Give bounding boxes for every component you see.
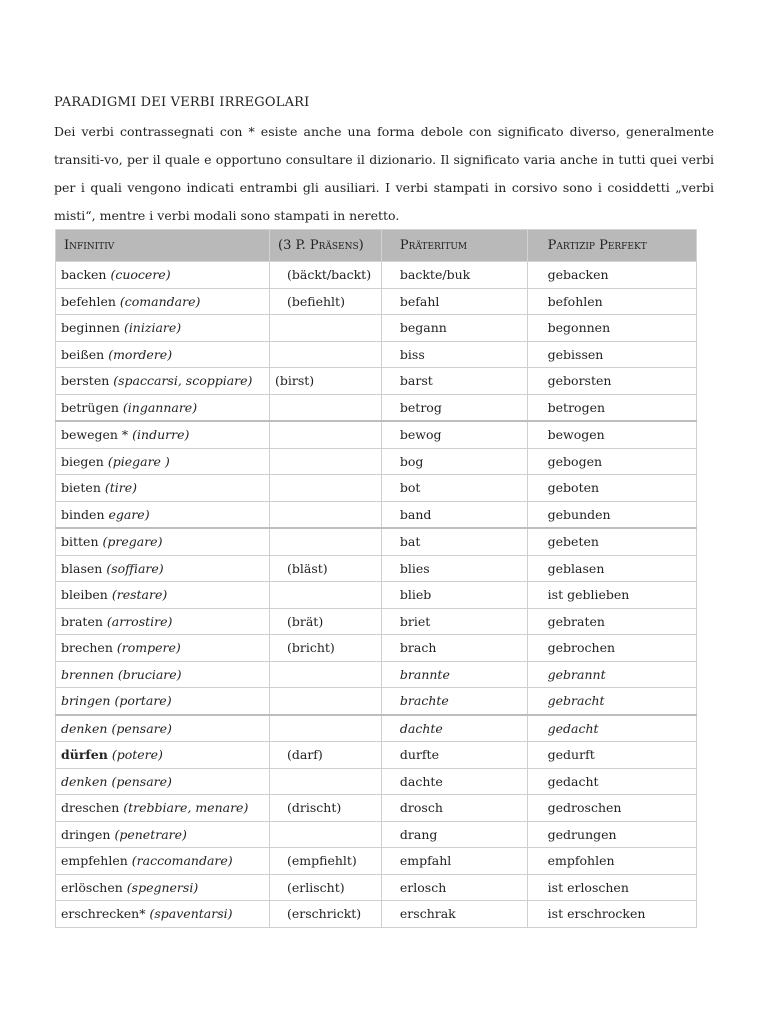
- verb-gloss: (comandare): [119, 293, 201, 309]
- cell-infinitiv: [56, 368, 270, 395]
- verb-gloss: (raccomandare): [131, 853, 233, 869]
- table-row: [56, 715, 697, 742]
- verb-gloss: (piegare ): [107, 453, 170, 469]
- praeteritum-form: briet: [399, 613, 431, 629]
- praesens-form: [275, 400, 287, 415]
- cell-praesens: [270, 848, 382, 875]
- praeteritum-form: drosch: [399, 800, 443, 816]
- cell-partizip: [527, 394, 696, 421]
- cell-partizip: [527, 421, 696, 448]
- verb-infinitive: bleiben: [61, 587, 108, 603]
- cell-praeteritum: [381, 608, 527, 635]
- table-row: [56, 848, 697, 875]
- cell-praeteritum: [381, 448, 527, 475]
- table-row: [56, 688, 697, 715]
- table-row: [56, 394, 697, 421]
- cell-infinitiv: [56, 528, 270, 555]
- cell-praesens: [270, 501, 382, 528]
- cell-praesens: [270, 635, 382, 662]
- verb-gloss: (spegnersi): [126, 879, 199, 895]
- table-row: [56, 608, 697, 635]
- partizip-form: ist geblieben: [547, 587, 630, 603]
- cell-praesens: [270, 475, 382, 502]
- cell-partizip: [527, 582, 696, 609]
- verb-infinitive: erlöschen: [61, 879, 123, 895]
- praesens-form: (birst): [275, 373, 315, 389]
- verb-gloss: (trebbiare, menare): [123, 800, 249, 816]
- cell-infinitiv: [56, 874, 270, 901]
- praeteritum-form: biss: [399, 346, 425, 362]
- cell-praesens: [270, 821, 382, 848]
- cell-infinitiv: [56, 421, 270, 448]
- verb-infinitive: beißen: [61, 346, 105, 362]
- cell-partizip: [527, 742, 696, 769]
- cell-partizip: [527, 901, 696, 928]
- praesens-form: (drischt): [287, 800, 342, 816]
- cell-praesens: [270, 901, 382, 928]
- verb-infinitive: blasen: [61, 560, 103, 576]
- table-row: [56, 288, 697, 315]
- verb-gloss: (restare): [111, 587, 168, 603]
- verb-infinitive: brechen: [61, 640, 113, 656]
- partizip-form: gedacht: [547, 720, 599, 736]
- cell-infinitiv: [56, 341, 270, 368]
- praeteritum-form: erschrak: [399, 906, 456, 922]
- verb-infinitive: binden: [61, 506, 105, 522]
- partizip-form: gebunden: [547, 506, 611, 522]
- verb-infinitive: beginnen: [61, 320, 120, 336]
- praeteritum-form: blieb: [399, 587, 432, 603]
- verb-gloss: (arrostire): [106, 613, 173, 629]
- cell-praeteritum: [381, 555, 527, 582]
- praeteritum-form: brachte: [399, 693, 449, 709]
- praeteritum-form: bot: [399, 480, 421, 496]
- partizip-form: begonnen: [547, 320, 611, 336]
- partizip-form: geboten: [547, 480, 600, 496]
- table-row: [56, 341, 697, 368]
- header-praesens: (3 P. Präsens): [270, 230, 382, 262]
- praeteritum-form: befahl: [399, 293, 440, 309]
- cell-infinitiv: [56, 688, 270, 715]
- cell-praeteritum: [381, 501, 527, 528]
- cell-praeteritum: [381, 768, 527, 795]
- cell-partizip: [527, 368, 696, 395]
- verb-gloss: (soffiare): [106, 560, 164, 576]
- table-row: [56, 742, 697, 769]
- praesens-form: [275, 480, 287, 495]
- partizip-form: empfohlen: [547, 853, 615, 869]
- cell-praesens: [270, 555, 382, 582]
- table-row: [56, 262, 697, 289]
- cell-praesens: [270, 768, 382, 795]
- table-row: [56, 795, 697, 822]
- verb-infinitive: dringen: [61, 826, 111, 842]
- cell-infinitiv: [56, 715, 270, 742]
- verb-gloss: (tire): [104, 480, 138, 496]
- cell-infinitiv: [56, 635, 270, 662]
- cell-praesens: [270, 661, 382, 688]
- praeteritum-form: bog: [399, 453, 424, 469]
- table-row: [56, 528, 697, 555]
- partizip-form: ist erschrocken: [547, 906, 646, 922]
- header-praeteritum: Präteritum: [381, 230, 527, 262]
- cell-praeteritum: [381, 368, 527, 395]
- cell-partizip: [527, 874, 696, 901]
- table-row: [56, 821, 697, 848]
- cell-praeteritum: [381, 715, 527, 742]
- cell-praeteritum: [381, 394, 527, 421]
- cell-infinitiv: [56, 582, 270, 609]
- cell-infinitiv: [56, 288, 270, 315]
- cell-praeteritum: [381, 742, 527, 769]
- verb-gloss: (pensare): [111, 720, 172, 736]
- cell-praesens: [270, 262, 382, 289]
- cell-praeteritum: [381, 874, 527, 901]
- verb-infinitive: bersten: [61, 373, 110, 389]
- cell-praeteritum: [381, 582, 527, 609]
- cell-praeteritum: [381, 635, 527, 662]
- table-row: [56, 501, 697, 528]
- praeteritum-form: barst: [399, 373, 433, 389]
- cell-praesens: [270, 288, 382, 315]
- praesens-form: [275, 774, 287, 789]
- table-row: [56, 661, 697, 688]
- verb-infinitive: backen: [61, 267, 107, 283]
- verb-gloss: (iniziare): [123, 320, 182, 336]
- cell-partizip: [527, 661, 696, 688]
- partizip-form: gebrannt: [547, 666, 606, 682]
- verb-gloss: (spaventarsi): [149, 906, 233, 922]
- verb-infinitive: dreschen: [61, 800, 120, 816]
- partizip-form: ist erloschen: [547, 879, 629, 895]
- table-header-row: [56, 230, 697, 262]
- verb-gloss: egare): [108, 506, 150, 522]
- cell-partizip: [527, 848, 696, 875]
- praeteritum-form: betrog: [399, 399, 442, 415]
- praesens-form: [275, 667, 287, 682]
- praesens-form: (erschrickt): [287, 906, 362, 922]
- verb-gloss: (cuocere): [110, 267, 171, 283]
- cell-infinitiv: [56, 448, 270, 475]
- praeteritum-form: begann: [399, 320, 447, 336]
- verb-infinitive: biegen: [61, 453, 104, 469]
- praeteritum-form: drang: [399, 826, 438, 842]
- cell-praesens: [270, 528, 382, 555]
- praesens-form: (erlischt): [287, 879, 345, 895]
- table-row: [56, 448, 697, 475]
- cell-praesens: [270, 582, 382, 609]
- praesens-form: (bricht): [287, 640, 335, 656]
- praesens-form: [275, 827, 287, 842]
- cell-praeteritum: [381, 475, 527, 502]
- table-body: [56, 262, 697, 928]
- partizip-form: bewogen: [547, 427, 605, 443]
- verb-gloss: (ingannare): [122, 399, 198, 415]
- cell-praesens: [270, 608, 382, 635]
- praeteritum-form: brach: [399, 640, 437, 656]
- cell-praesens: [270, 421, 382, 448]
- cell-infinitiv: [56, 742, 270, 769]
- praeteritum-form: bewog: [399, 427, 442, 443]
- praesens-form: (befiehlt): [287, 293, 345, 309]
- verb-infinitive: braten: [61, 613, 103, 629]
- table-row: [56, 635, 697, 662]
- cell-praesens: [270, 448, 382, 475]
- verb-infinitive: denken: [61, 720, 108, 736]
- praeteritum-form: dachte: [399, 773, 443, 789]
- cell-partizip: [527, 448, 696, 475]
- header-partizip: Partizip Perfekt: [527, 230, 696, 262]
- praesens-form: [275, 427, 287, 442]
- verb-gloss: (bruciare): [117, 666, 182, 682]
- cell-partizip: [527, 341, 696, 368]
- table-row: [56, 315, 697, 342]
- cell-partizip: [527, 768, 696, 795]
- header-infinitiv: Infinitiv: [56, 230, 270, 262]
- cell-partizip: [527, 795, 696, 822]
- verb-infinitive: erschrecken*: [61, 906, 146, 922]
- praesens-form: (bläst): [287, 560, 328, 576]
- cell-praesens: [270, 394, 382, 421]
- cell-praeteritum: [381, 795, 527, 822]
- praesens-form: [275, 534, 287, 549]
- cell-infinitiv: [56, 475, 270, 502]
- verb-gloss: (penetrare): [114, 826, 187, 842]
- table-row: [56, 475, 697, 502]
- praesens-form: (darf): [287, 747, 323, 763]
- page-title: PARADIGMI DEI VERBI IRREGOLARI: [54, 95, 310, 110]
- partizip-form: gebogen: [547, 453, 603, 469]
- verb-infinitive: bitten: [61, 534, 99, 550]
- verb-infinitive: befehlen: [61, 293, 116, 309]
- cell-infinitiv: [56, 394, 270, 421]
- praesens-form: [275, 347, 287, 362]
- praesens-form: (bäckt/backt): [287, 267, 372, 283]
- cell-partizip: [527, 501, 696, 528]
- cell-praeteritum: [381, 901, 527, 928]
- cell-infinitiv: [56, 608, 270, 635]
- praeteritum-form: blies: [399, 560, 430, 576]
- cell-praeteritum: [381, 341, 527, 368]
- verb-gloss: (rompere): [116, 640, 181, 656]
- cell-partizip: [527, 635, 696, 662]
- partizip-form: geblasen: [547, 560, 605, 576]
- praesens-form: [275, 693, 287, 708]
- cell-infinitiv: [56, 501, 270, 528]
- cell-infinitiv: [56, 901, 270, 928]
- cell-infinitiv: [56, 821, 270, 848]
- intro-paragraph: Dei verbi contrassegnati con * esiste anche una forma debole con significato diverso, generalmente transiti-vo, per il quale e opportuno consultare il dizionario. Il significato varia anche in tutti quei verbi per i quali vengono indicati entrambi gli ausiliari. I verbi stampati in corsivo sono i cosiddetti „verbi misti“, mentre i verbi modali sono stampati in neretto.: [54, 124, 714, 223]
- praeteritum-form: erlosch: [399, 879, 447, 895]
- verb-infinitive: bewegen *: [61, 427, 129, 443]
- verb-infinitive: bringen: [61, 693, 111, 709]
- cell-partizip: [527, 821, 696, 848]
- cell-praeteritum: [381, 528, 527, 555]
- cell-partizip: [527, 528, 696, 555]
- verb-gloss: (pregare): [102, 534, 163, 550]
- praeteritum-form: empfahl: [399, 853, 452, 869]
- praesens-form: [275, 721, 287, 736]
- cell-infinitiv: [56, 262, 270, 289]
- cell-praeteritum: [381, 315, 527, 342]
- cell-partizip: [527, 608, 696, 635]
- cell-infinitiv: [56, 555, 270, 582]
- partizip-form: gebeten: [547, 534, 599, 550]
- cell-praeteritum: [381, 688, 527, 715]
- praeteritum-form: durfte: [399, 747, 439, 763]
- cell-praeteritum: [381, 848, 527, 875]
- cell-praesens: [270, 368, 382, 395]
- cell-praesens: [270, 742, 382, 769]
- cell-praesens: [270, 688, 382, 715]
- verbs-table: [55, 229, 697, 928]
- partizip-form: gedacht: [547, 773, 599, 789]
- verb-infinitive: brennen: [61, 666, 114, 682]
- cell-praeteritum: [381, 262, 527, 289]
- partizip-form: betrogen: [547, 399, 606, 415]
- cell-praeteritum: [381, 288, 527, 315]
- verb-infinitive: dürfen: [61, 747, 108, 763]
- table-row: [56, 768, 697, 795]
- partizip-form: gebissen: [547, 346, 604, 362]
- verb-gloss: (indurre): [132, 427, 190, 443]
- cell-partizip: [527, 555, 696, 582]
- verb-infinitive: denken: [61, 773, 108, 789]
- cell-praesens: [270, 715, 382, 742]
- verb-gloss: (pensare): [111, 773, 172, 789]
- cell-infinitiv: [56, 768, 270, 795]
- partizip-form: gebrochen: [547, 640, 616, 656]
- table-row: [56, 582, 697, 609]
- cell-praeteritum: [381, 821, 527, 848]
- praesens-form: [275, 587, 287, 602]
- praesens-form: [275, 320, 287, 335]
- partizip-form: befohlen: [547, 293, 603, 309]
- praeteritum-form: band: [399, 506, 432, 522]
- table-row: [56, 368, 697, 395]
- praesens-form: [275, 507, 287, 522]
- partizip-form: gebracht: [547, 693, 605, 709]
- partizip-form: gebraten: [547, 613, 605, 629]
- praeteritum-form: bat: [399, 534, 421, 550]
- cell-partizip: [527, 715, 696, 742]
- cell-infinitiv: [56, 848, 270, 875]
- cell-praesens: [270, 341, 382, 368]
- verb-infinitive: betrügen: [61, 399, 119, 415]
- verb-gloss: (mordere): [108, 346, 173, 362]
- verb-gloss: (spaccarsi, scoppiare): [113, 373, 253, 389]
- cell-partizip: [527, 475, 696, 502]
- praesens-form: (brät): [287, 613, 324, 629]
- cell-partizip: [527, 688, 696, 715]
- table-row: [56, 874, 697, 901]
- verb-gloss: (potere): [111, 747, 163, 763]
- cell-praeteritum: [381, 421, 527, 448]
- cell-praesens: [270, 315, 382, 342]
- verb-gloss: (portare): [114, 693, 172, 709]
- cell-partizip: [527, 288, 696, 315]
- partizip-form: gedrungen: [547, 826, 617, 842]
- praesens-form: [275, 454, 287, 469]
- partizip-form: gedurft: [547, 747, 595, 763]
- cell-partizip: [527, 262, 696, 289]
- cell-praesens: [270, 795, 382, 822]
- verb-infinitive: bieten: [61, 480, 101, 496]
- verb-infinitive: empfehlen: [61, 853, 128, 869]
- table-row: [56, 901, 697, 928]
- cell-infinitiv: [56, 661, 270, 688]
- cell-praesens: [270, 874, 382, 901]
- praeteritum-form: backte/buk: [399, 267, 471, 283]
- praeteritum-form: dachte: [399, 720, 443, 736]
- praeteritum-form: brannte: [399, 666, 450, 682]
- partizip-form: gebacken: [547, 267, 609, 283]
- cell-infinitiv: [56, 315, 270, 342]
- partizip-form: geborsten: [547, 373, 612, 389]
- table-row: [56, 555, 697, 582]
- praesens-form: (empfiehlt): [287, 853, 357, 869]
- cell-partizip: [527, 315, 696, 342]
- partizip-form: gedroschen: [547, 800, 622, 816]
- cell-infinitiv: [56, 795, 270, 822]
- cell-praeteritum: [381, 661, 527, 688]
- table-row: [56, 421, 697, 448]
